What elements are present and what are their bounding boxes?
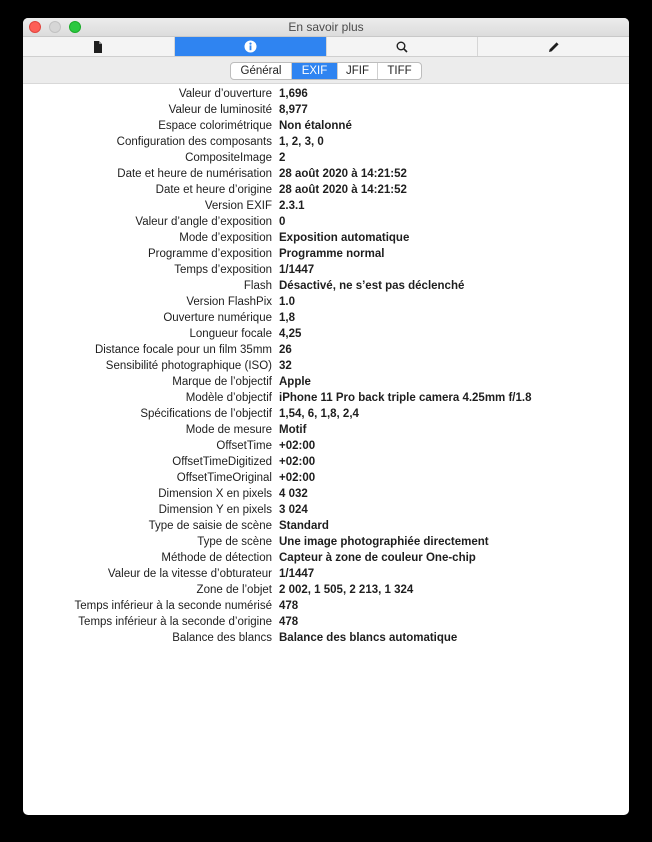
property-key: Temps d’exposition — [174, 264, 272, 276]
property-value: 26 — [279, 344, 292, 356]
property-row — [23, 134, 629, 150]
tab-general[interactable]: Général — [231, 63, 292, 79]
property-value: 8,977 — [279, 104, 308, 116]
property-row — [23, 118, 629, 134]
exif-property-list — [23, 86, 629, 646]
more-info-tab-button[interactable] — [175, 37, 327, 56]
property-key: CompositeImage — [185, 152, 272, 164]
property-row — [23, 550, 629, 566]
property-value: +02:00 — [279, 456, 316, 468]
property-key: OffsetTimeOriginal — [176, 472, 272, 484]
property-value: +02:00 — [279, 472, 316, 484]
property-row — [23, 278, 629, 294]
property-value: 2 002, 1 505, 2 213, 1 324 — [279, 584, 414, 596]
property-value: 478 — [279, 600, 299, 612]
property-value: 28 août 2020 à 14:21:52 — [279, 168, 407, 180]
property-row — [23, 454, 629, 470]
property-value: Exposition automatique — [279, 232, 410, 244]
property-row — [23, 406, 629, 422]
property-value: 2 — [279, 152, 286, 164]
property-key: Marque de l’objectif — [172, 376, 272, 388]
property-key: Mode de mesure — [185, 424, 272, 436]
info-icon — [244, 40, 257, 53]
property-row — [23, 598, 629, 614]
property-row — [23, 358, 629, 374]
property-key: Dimension X en pixels — [158, 488, 272, 500]
property-value: 1/1447 — [279, 264, 315, 276]
property-key: Zone de l’objet — [196, 584, 272, 596]
property-row — [23, 86, 629, 102]
property-value: 3 024 — [279, 504, 308, 516]
property-key: Valeur d’ouverture — [178, 88, 272, 100]
property-key: Version EXIF — [204, 200, 272, 212]
property-row — [23, 630, 629, 646]
property-row — [23, 502, 629, 518]
inspector-toolbar — [23, 37, 629, 57]
property-key: Flash — [243, 280, 272, 292]
property-key: Dimension Y en pixels — [158, 504, 272, 516]
property-key: Distance focale pour un film 35mm — [94, 344, 272, 356]
property-row — [23, 182, 629, 198]
property-row — [23, 582, 629, 598]
property-key: Temps inférieur à la seconde numérisé — [74, 600, 272, 612]
property-value: Motif — [279, 424, 307, 436]
property-value: 0 — [279, 216, 286, 228]
annotate-tab-button[interactable] — [478, 37, 629, 56]
property-value: Apple — [279, 376, 311, 388]
property-key: Version FlashPix — [186, 296, 272, 308]
title-bar — [23, 18, 629, 37]
property-key: Valeur de luminosité — [168, 104, 272, 116]
document-icon — [93, 41, 103, 53]
property-key: Méthode de détection — [161, 552, 272, 564]
property-key: Spécifications de l’objectif — [140, 408, 272, 420]
property-row — [23, 486, 629, 502]
property-value: 4,25 — [279, 328, 302, 340]
property-value: Une image photographiée directement — [279, 536, 489, 548]
property-key: Valeur de la vitesse d’obturateur — [107, 568, 272, 580]
property-row — [23, 534, 629, 550]
property-value: Capteur à zone de couleur One-chip — [279, 552, 476, 564]
property-value: Standard — [279, 520, 329, 532]
property-key: Type de saisie de scène — [148, 520, 272, 532]
pencil-icon — [548, 41, 560, 53]
property-value: 1,696 — [279, 88, 308, 100]
tab-exif[interactable]: EXIF — [292, 63, 338, 79]
property-row — [23, 166, 629, 182]
property-key: Espace colorimétrique — [158, 120, 272, 132]
property-key: Ouverture numérique — [163, 312, 272, 324]
property-value: 2.3.1 — [279, 200, 305, 212]
property-value: Balance des blancs automatique — [279, 632, 458, 644]
property-value: 1, 2, 3, 0 — [279, 136, 324, 148]
property-key: OffsetTime — [216, 440, 272, 452]
close-window-button[interactable] — [29, 21, 41, 33]
search-tab-button[interactable] — [327, 37, 479, 56]
property-row — [23, 518, 629, 534]
property-key: Date et heure de numérisation — [117, 168, 272, 180]
property-row — [23, 390, 629, 406]
minimize-window-button[interactable] — [49, 21, 61, 33]
property-row — [23, 102, 629, 118]
property-key: Valeur d’angle d’exposition — [135, 216, 272, 228]
property-row — [23, 310, 629, 326]
property-row — [23, 198, 629, 214]
property-row — [23, 326, 629, 342]
metadata-tab-bar — [23, 57, 629, 84]
property-value: 1,54, 6, 1,8, 2,4 — [279, 408, 359, 420]
tab-tiff[interactable]: TIFF — [387, 65, 412, 77]
tab-jfif[interactable]: JFIF — [338, 63, 378, 79]
property-row — [23, 566, 629, 582]
property-key: OffsetTimeDigitized — [172, 456, 272, 468]
property-value: Désactivé, ne s’est pas déclenché — [279, 280, 465, 292]
property-value: 478 — [279, 616, 299, 628]
property-value: 28 août 2020 à 14:21:52 — [279, 184, 407, 196]
property-key: Temps inférieur à la seconde d’origine — [78, 616, 272, 628]
property-value: Non étalonné — [279, 120, 352, 132]
property-row — [23, 614, 629, 630]
property-value: 1.0 — [279, 296, 295, 308]
property-row — [23, 150, 629, 166]
property-row — [23, 230, 629, 246]
general-info-tab-button[interactable] — [23, 37, 175, 56]
property-value: 1,8 — [279, 312, 295, 324]
property-row — [23, 294, 629, 310]
property-row — [23, 422, 629, 438]
property-value: 1/1447 — [279, 568, 315, 580]
property-key: Date et heure d’origine — [155, 184, 272, 196]
property-value: +02:00 — [279, 440, 316, 452]
property-key: Balance des blancs — [172, 632, 272, 644]
window-title: En savoir plus — [288, 20, 364, 34]
property-value: iPhone 11 Pro back triple camera 4.25mm f/1.8 — [279, 392, 532, 404]
property-row — [23, 342, 629, 358]
property-key: Programme d’exposition — [147, 248, 272, 260]
search-icon — [396, 41, 408, 53]
property-row — [23, 470, 629, 486]
property-key: Modèle d’objectif — [185, 392, 272, 404]
inspector-window — [23, 18, 629, 815]
property-row — [23, 374, 629, 390]
property-value: 32 — [279, 360, 292, 372]
property-key: Type de scène — [197, 536, 272, 548]
property-row — [23, 438, 629, 454]
property-key: Configuration des composants — [116, 136, 272, 148]
property-key: Longueur focale — [189, 328, 272, 340]
property-key: Sensibilité photographique (ISO) — [105, 360, 272, 372]
property-value: Programme normal — [279, 248, 385, 260]
property-row — [23, 214, 629, 230]
property-key: Mode d’exposition — [179, 232, 272, 244]
property-row — [23, 262, 629, 278]
metadata-tabs — [230, 62, 422, 80]
property-row — [23, 246, 629, 262]
property-value: 4 032 — [279, 488, 308, 500]
zoom-window-button[interactable] — [69, 21, 81, 33]
